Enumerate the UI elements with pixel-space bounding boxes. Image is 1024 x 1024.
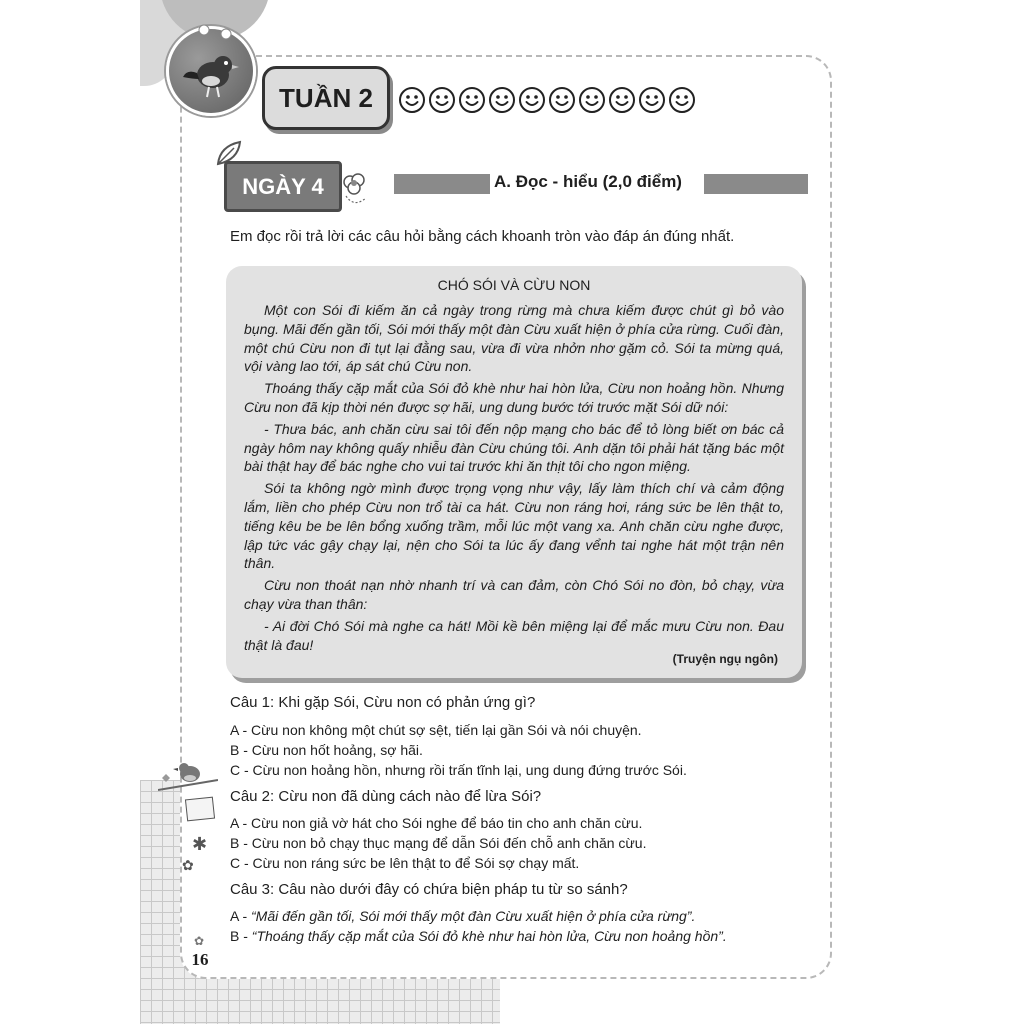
smiley-icon[interactable] [668, 86, 696, 114]
smiley-icon[interactable] [458, 86, 486, 114]
day-badge: NGÀY 4 [224, 161, 342, 212]
option-prefix: B - [230, 928, 252, 944]
flower-doodle-icon [336, 168, 376, 212]
story-paragraph: Sói ta không ngờ mình được trọng vọng như vậy, lấy làm thích chí và cảm động lắm, liền cho phép Cừu non trổ tài ca hát. Cừu non ráng hơi, ráng sức be lên thật to, tiếng kêu be be lên bổng xuống trầm, mỗi lúc một vang xa. Anh chăn cừu nghe được, lập tức vác gậy chạy lại, nện cho Sói ta lúc ấy đang vểnh tai nghe hát một trận nên thân. [244, 480, 784, 572]
option-prefix: A - [230, 908, 252, 924]
section-title: A. Đọc - hiểu (2,0 điểm) [494, 172, 682, 191]
option-quote: “Thoáng thấy cặp mắt của Sói đỏ khè như hai hòn lửa, Cừu non hoảng hồn”. [251, 928, 727, 944]
question-1-option-a[interactable]: A - Cừu non không một chút sợ sệt, tiến lại gần Sói và nói chuyện. [230, 722, 642, 738]
smiley-icon[interactable] [488, 86, 516, 114]
story-body [244, 301, 784, 657]
page-number: 16 [191, 950, 209, 969]
smiley-icon[interactable] [428, 86, 456, 114]
story-paragraph: - Thưa bác, anh chăn cừu sai tôi đến nộp mạng cho bác để tỏ lòng biết ơn bác cả ngày hôm nay không quấy nhiễu đàn Cừu chúng tôi. Anh dặn tôi phải hát tặng bác một bài thật hay để bác nghe cho vui tai trước khi ăn thịt tôi cho ngon miệng. [244, 420, 784, 475]
question-1: Câu 1: Khi gặp Sói, Cừu non có phản ứng gì? [230, 694, 536, 711]
story-paragraph: Thoáng thấy cặp mắt của Sói đỏ khè như hai hòn lửa, Cừu non hoảng hồn. Nhưng Cừu non đã kịp thời nén được sợ hãi, ung dung bước tới trước mặt Sói dữ nói: [244, 380, 784, 415]
story-paragraph: Một con Sói đi kiếm ăn cả ngày trong rừng mà chưa kiếm được chút gì bỏ vào bụng. Mãi đến gần tối, Sói mới thấy một đàn Cừu xuất hiện ở phía cửa rừng. Cuối đàn, một chú Cừu non đi tụt lại đằng sau, vừa đi vừa nhởn nhơ gặm cỏ. Sói ta mừng quá, vội vàng lao tới, áp sát chú Cừu non. [244, 302, 784, 375]
week-badge: TUẦN 2 [262, 66, 390, 130]
story-source: (Truyện ngụ ngôn) [672, 652, 778, 666]
small-flower-icon: ✿ [182, 858, 194, 874]
instruction-text: Em đọc rồi trả lời các câu hỏi bằng cách khoanh tròn vào đáp án đúng nhất. [230, 228, 735, 245]
smiley-icon[interactable] [608, 86, 636, 114]
smiley-rating-row [398, 86, 696, 114]
question-1-option-c[interactable]: C - Cừu non hoảng hồn, nhưng rồi trấn tĩnh lại, ung dung đứng trước Sói. [230, 762, 687, 778]
smiley-icon[interactable] [398, 86, 426, 114]
story-paragraph: - Ai đời Chó Sói mà nghe ca hát! Mồi kề bên miệng lại để mắc mưu Cừu non. Đau thật là đau! [244, 617, 784, 653]
asterisk-flower-icon: ✱ [192, 834, 208, 855]
section-bar-left [394, 174, 490, 194]
question-2-option-c[interactable]: C - Cừu non ráng sức be lên thật to để Sói sợ chạy mất. [230, 855, 580, 871]
question-2-option-b[interactable]: B - Cừu non bỏ chạy thục mạng để dẫn Sói đến chỗ anh chăn cừu. [230, 835, 647, 851]
question-3-option-a[interactable] [230, 908, 695, 924]
smiley-icon[interactable] [638, 86, 666, 114]
option-quote: “Mãi đến gần tối, Sói mới thấy một đàn Cừu xuất hiện ở phía cửa rừng”. [251, 908, 696, 924]
flower-icon [196, 20, 236, 44]
smiley-icon[interactable] [518, 86, 546, 114]
question-3-option-b[interactable] [230, 928, 727, 944]
section-bar-right [704, 174, 808, 194]
question-1-option-b[interactable]: B - Cừu non hốt hoảng, sợ hãi. [230, 742, 423, 758]
story-title: CHÓ SÓI VÀ CỪU NON [437, 277, 591, 293]
smiley-icon[interactable] [578, 86, 606, 114]
story-paragraph: Cừu non thoát nạn nhờ nhanh trí và can đảm, còn Chó Sói no đòn, bỏ chạy, vừa chạy vừa than thân: [244, 577, 784, 612]
note-card-icon [185, 797, 215, 822]
question-3: Câu 3: Câu nào dưới đây có chứa biện pháp tu từ so sánh? [230, 881, 628, 898]
question-2: Câu 2: Cừu non đã dùng cách nào để lừa Sói? [230, 788, 542, 805]
small-bird-icon [158, 756, 218, 800]
smiley-icon[interactable] [548, 86, 576, 114]
question-2-option-a[interactable]: A - Cừu non giả vờ hát cho Sói nghe để báo tin cho anh chăn cừu. [230, 815, 643, 831]
tiny-flower-icon: ✿ [194, 934, 205, 948]
